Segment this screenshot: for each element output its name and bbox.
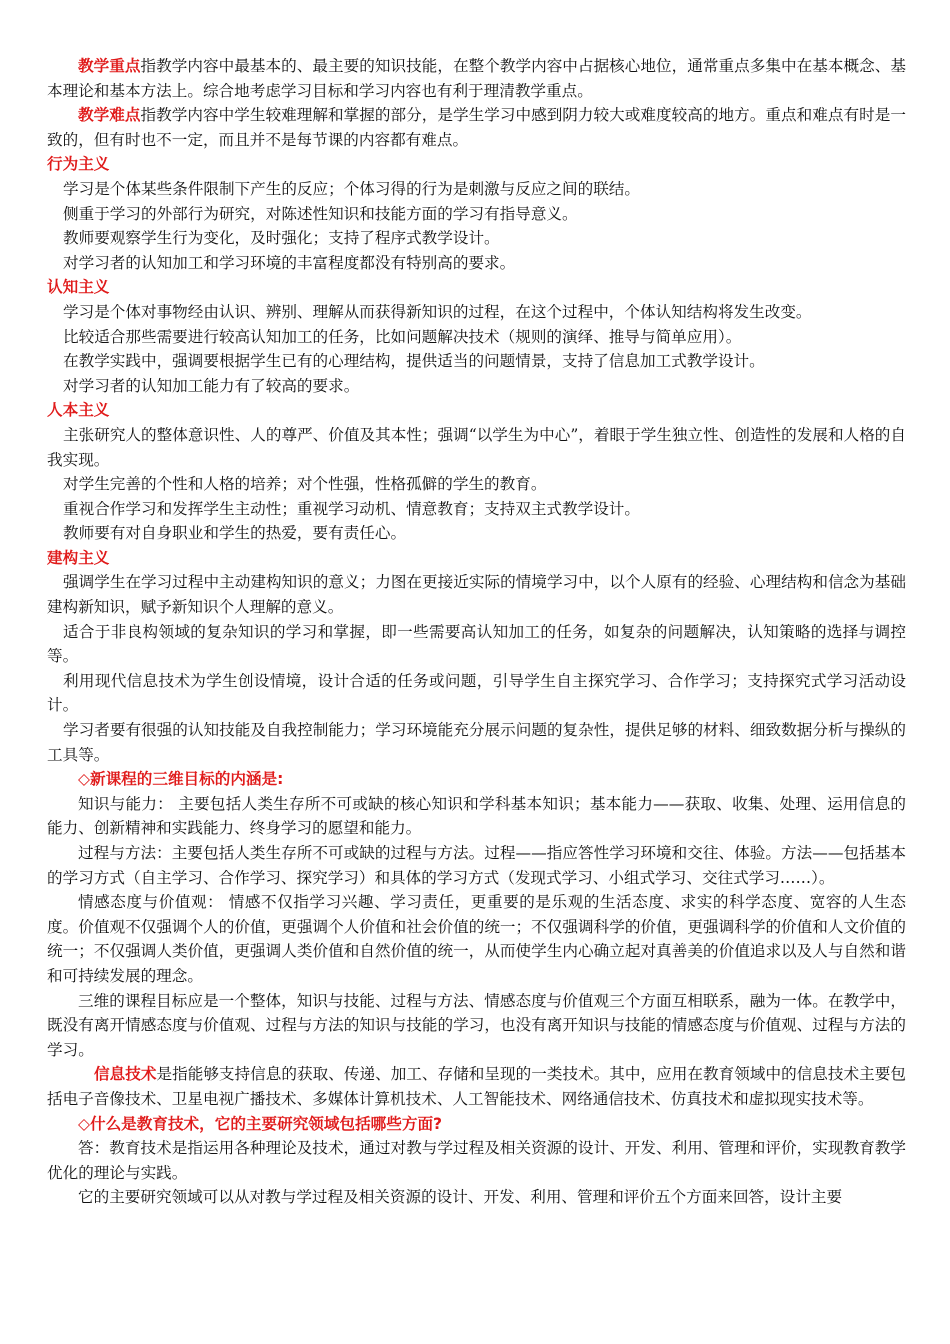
cognitivism-line: 比较适合那些需要进行较高认知加工的任务，比如问题解决技术（规则的演绎、推导与简单应用）。 — [63, 327, 742, 346]
difficulty-text: 指教学内容中学生较难理解和掌握的部分，是学生学习中感到阴力较大或难度较高的地方。重点和难点有时是一致的，但有时也不一定，而且并不是每节课的内容都有难点。 — [47, 106, 906, 149]
humanism-line: 教师要有对自身职业和学生的热爱，要有责任心。 — [63, 524, 407, 543]
behaviorism-line: 学习是个体某些条件限制下产生的反应；个体习得的行为是刺激与反应之间的联结。 — [63, 179, 640, 198]
cognitivism-heading: 认知主义 — [47, 278, 110, 297]
cognitivism-line: 学习是个体对事物经由认识、辨别、理解从而获得新知识的过程，在这个过程中，个体认知结构将发生改变。 — [63, 302, 812, 321]
edu-tech-heading: ◇什么是教育技术，它的主要研究领域包括哪些方面? — [78, 1114, 443, 1133]
humanism-heading: 人本主义 — [47, 401, 110, 420]
behaviorism-line: 对学习者的认知加工和学习环境的丰富程度都没有特别高的要求。 — [63, 253, 516, 272]
three-dim-paragraph: 三维的课程目标应是一个整体，知识与技能、过程与方法、情感态度与价值观三个方面互相联系，融为一体。在教学中，既没有离开情感态度与价值观、过程与方法的知识与技能的学习，也没有离开知识与技能的情感态度与价值观、过程与方法的学习。 — [47, 991, 906, 1059]
three-dim-paragraph: 过程与方法：主要包括人类生存所不可或缺的过程与方法。过程——指应答性学习环境和交往、体验。方法——包括基本的学习方式（自主学习、合作学习、探究学习）和具体的学习方式（发现式学习、小组式学习、交往式学习……）。 — [47, 844, 906, 887]
behaviorism-line: 侧重于学习的外部行为研究，对陈述性知识和技能方面的学习有指导意义。 — [63, 204, 578, 223]
three-dim-heading: ◇新课程的三维目标的内涵是: — [78, 770, 284, 789]
constructivism-line: 适合于非良构领域的复杂知识的学习和掌握，即一些需要高认知加工的任务，如复杂的问题解决，认知策略的选择与调控等。 — [47, 622, 906, 666]
constructivism-heading: 建构主义 — [47, 548, 110, 567]
edu-tech-continuation: 它的主要研究领域可以从对教与学过程及相关资源的设计、开发、利用、管理和评价五个方面来回答，设计主要 — [78, 1188, 843, 1207]
behaviorism-line: 教师要观察学生行为变化，及时强化；支持了程序式教学设计。 — [63, 229, 500, 248]
cognitivism-line: 在教学实践中，强调要根据学生已有的心理结构，提供适当的问题情景，支持了信息加工式教学设计。 — [63, 352, 765, 371]
humanism-line: 对学生完善的个性和人格的培养；对个性强，性格孤僻的学生的教育。 — [63, 475, 547, 494]
info-tech-paragraph — [47, 1062, 906, 1111]
key-point-paragraph — [47, 54, 906, 103]
constructivism-line: 利用现代信息技术为学生创设情境，设计合适的任务或问题，引导学生自主探究学习、合作学习；支持探究式学习活动设计。 — [47, 671, 906, 715]
difficulty-paragraph — [47, 103, 906, 152]
key-point-text: 指教学内容中最基本的、最主要的知识技能，在整个教学内容中占据核心地位，通常重点多集中在基本概念、基本理论和基本方法上。综合地考虑学习目标和学习内容也有利于理清教学重点。 — [47, 57, 906, 100]
key-point-term: 教学重点 — [78, 57, 141, 75]
info-tech-text: 是指能够支持信息的获取、传递、加工、存储和呈现的一类技术。其中，应用在教育领域中的信息技术主要包括电子音像技术、卫星电视广播技术、多媒体计算机技术、人工智能技术、网络通信技术、仿真技术和虚拟现实技术等。 — [47, 1065, 906, 1108]
three-dim-paragraph: 知识与能力： 主要包括人类生存所不可或缺的核心知识和学科基本知识；基本能力——获取、收集、处理、运用信息的能力、创新精神和实践能力、终身学习的愿望和能力。 — [47, 794, 906, 838]
humanism-line: 主张研究人的整体意识性、人的尊严、价值及其本性；强调“以学生为中心”，着眼于学生独立性、创造性的发展和人格的自我实现。 — [47, 425, 906, 469]
constructivism-line: 强调学生在学习过程中主动建构知识的意义；力图在更接近实际的情境学习中，以个人原有的经验、心理结构和信念为基础建构新知识，赋予新知识个人理解的意义。 — [47, 573, 906, 617]
difficulty-term: 教学难点 — [78, 106, 141, 125]
edu-tech-answer: 答：教育技术是指运用各种理论及技术，通过对教与学过程及相关资源的设计、开发、利用、管理和评价，实现教育教学优化的理论与实践。 — [47, 1139, 906, 1182]
humanism-line: 重视合作学习和发挥学生主动性；重视学习动机、情意教育；支持双主式教学设计。 — [63, 499, 640, 518]
cognitivism-line: 对学习者的认知加工能力有了较高的要求。 — [63, 376, 360, 395]
three-dim-paragraph: 情感态度与价值观： 情感不仅指学习兴趣、学习责任，更重要的是乐观的生活态度、求实的科学态度、宽容的人生态度。价值观不仅强调个人的价值，更强调个人价值和社会价值的统一；不仅强调科学的价值，更强调科学的价值和人文价值的统一；不仅强调人类价值，更强调人类价值和自然价值的统一，从而使学生内心确立起对真善美的价值追求以及人与自然和谐和可持续发展的理念。 — [47, 893, 906, 985]
info-tech-term: 信息技术 — [94, 1065, 157, 1084]
constructivism-line: 学习者要有很强的认知技能及自我控制能力；学习环境能充分展示问题的复杂性，提供足够的材料、细致数据分析与操纵的工具等。 — [47, 721, 906, 764]
behaviorism-heading: 行为主义 — [47, 155, 110, 174]
